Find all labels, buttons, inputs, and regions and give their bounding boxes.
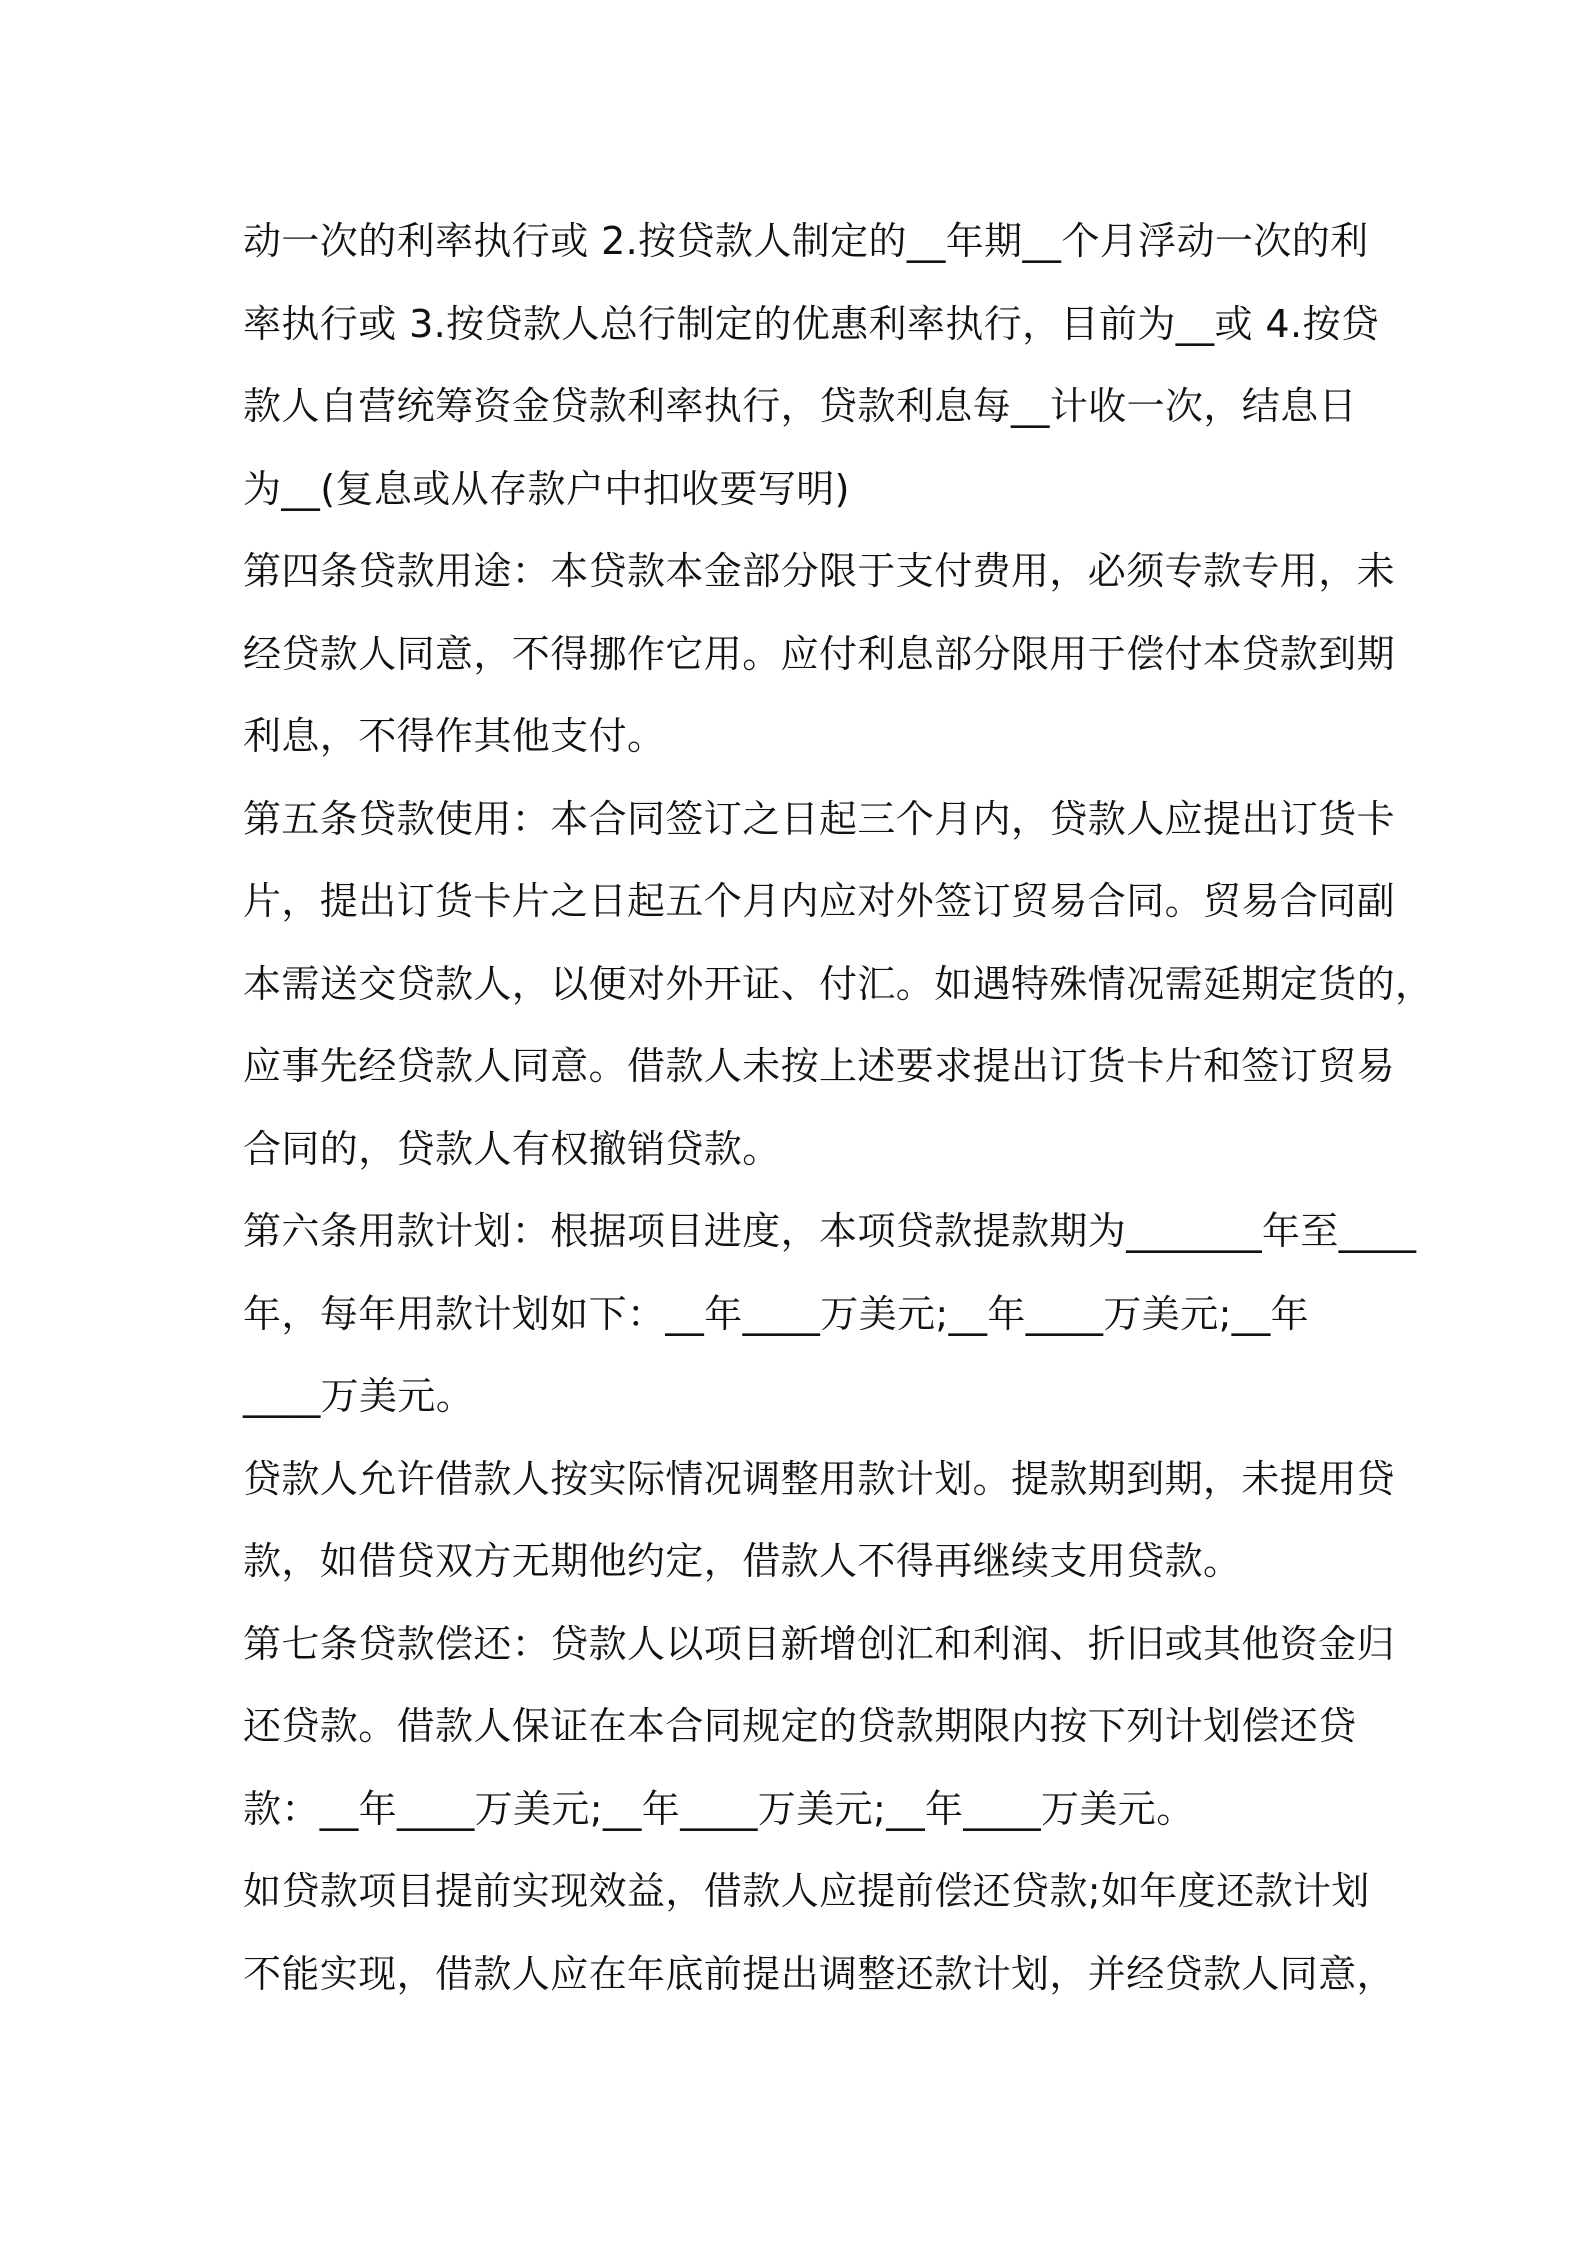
article-6-line: 第六条用款计划：根据项目进度，本项贷款提款期为_______年至____ [243, 1209, 1417, 1253]
text-line: 合同的，贷款人有权撤销贷款。 [243, 1126, 781, 1171]
text-line: 应事先经贷款人同意。借款人未按上述要求提出订货卡片和签订贸易 [243, 1044, 1396, 1088]
article-5-line: 第五条贷款使用：本合同签订之日起三个月内，贷款人应提出订货卡 [243, 796, 1396, 841]
text-line: 利息，不得作其他支付。 [243, 714, 666, 758]
document-page [243, 200, 1434, 2015]
text-line: 片，提出订货卡片之日起五个月内应对外签订贸易合同。贸易合同副 [243, 879, 1396, 923]
text-line: ____万美元。 [243, 1374, 475, 1418]
text-line: 年，每年用款计划如下：__年____万美元;__年____万美元;__年 [243, 1291, 1310, 1336]
text-line: 经贷款人同意，不得挪作它用。应付利息部分限用于偿付本贷款到期 [243, 631, 1396, 676]
article-7-line: 第七条贷款偿还：贷款人以项目新增创汇和利润、折旧或其他资金归 [243, 1621, 1396, 1666]
article-4-line: 第四条贷款用途：本贷款本金部分限于支付费用，必须专款专用，未 [243, 549, 1396, 593]
text-line: 不能实现，借款人应在年底前提出调整还款计划，并经贷款人同意， [243, 1951, 1396, 1996]
text-line: 款人自营统筹资金贷款利率执行，贷款利息每__计收一次，结息日 [243, 384, 1358, 428]
text-line: 款，如借贷双方无期他约定，借款人不得再继续支用贷款。 [243, 1539, 1242, 1583]
text-line: 贷款人允许借款人按实际情况调整用款计划。提款期到期，未提用贷 [243, 1456, 1396, 1501]
text-line: 率执行或 3.按贷款人总行制定的优惠利率执行，目前为__或 4.按贷 [243, 301, 1380, 346]
text-line: 本需送交贷款人，以便对外开证、付汇。如遇特殊情况需延期定货的， [243, 961, 1434, 1006]
text-line: 还贷款。借款人保证在本合同规定的贷款期限内按下列计划偿还贷 [243, 1704, 1357, 1748]
text-line: 为__(复息或从存款户中扣收要写明) [243, 466, 850, 511]
text-line: 款：__年____万美元;__年____万美元;__年____万美元。 [243, 1786, 1195, 1831]
text-line: 动一次的利率执行或 2.按贷款人制定的__年期__个月浮动一次的利 [243, 219, 1369, 263]
text-line: 如贷款项目提前实现效益，借款人应提前偿还贷款;如年度还款计划 [243, 1869, 1370, 1913]
